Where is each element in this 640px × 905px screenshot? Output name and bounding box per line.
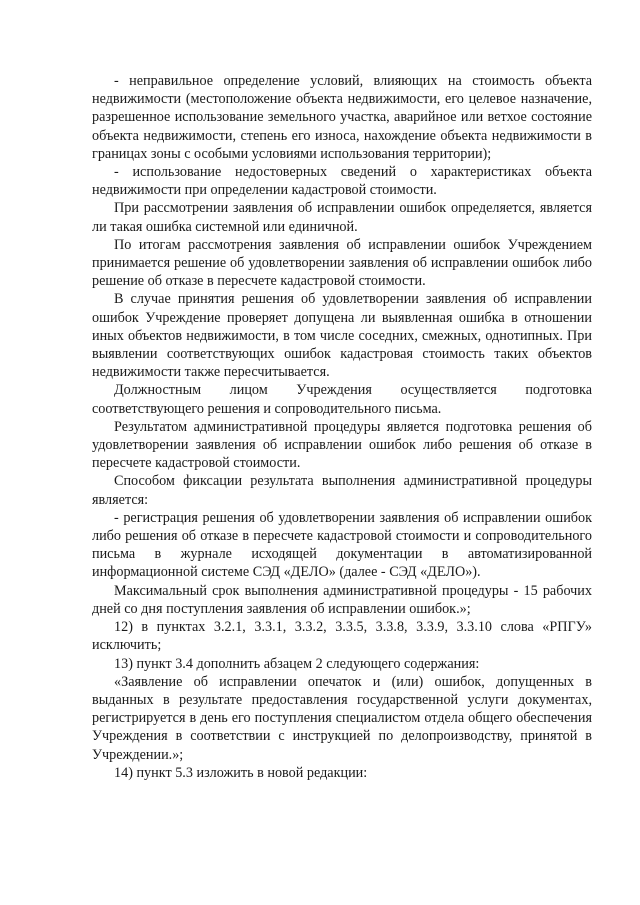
paragraph-decision: По итогам рассмотрения заявления об исправлении ошибок Учреждением принимается решение об удовлетворении заявления об исправлении ошибок либо решение об отказе в пересчете кадастровой стоимости. [92, 236, 592, 290]
document-body [92, 72, 592, 782]
paragraph-result: Результатом административной процедуры является подготовка решения об удовлетворении заявления об исправлении ошибок либо решения об отказе в пересчете кадастровой стоимости. [92, 418, 592, 472]
paragraph-registration: - регистрация решения об удовлетворении заявления об исправлении ошибок либо решения об отказе в пересчете кадастровой стоимости и сопроводительного письма в журнале исходящей документации в автоматизированной информационной системе СЭД «ДЕЛО» (далее - СЭД «ДЕЛО»). [92, 509, 592, 581]
paragraph-preparation: Должностным лицом Учреждения осуществляется подготовка соответствующего решения и сопроводительного письма. [92, 382, 592, 417]
paragraph-unreliable-data: - использование недостоверных сведений о характеристиках объекта недвижимости при определении кадастровой стоимости. [92, 164, 592, 199]
paragraph-item-14: 14) пункт 5.3 изложить в новой редакции: [114, 764, 368, 781]
paragraph-item-12: 12) в пунктах 3.2.1, 3.3.1, 3.3.2, 3.3.5, 3.3.8, 3.3.9, 3.3.10 слова «РПГУ» исключить; [92, 619, 592, 654]
paragraph-other-objects: В случае принятия решения об удовлетворении заявления об исправлении ошибок Учреждение проверяет допущена ли выявленная ошибка в отношении иных объектов недвижимости, в том числе соседних, смежных, однотипных. При выявлении соответствующих ошибок кадастровая стоимость таких объектов недвижимости также пересчитывается. [92, 291, 592, 381]
paragraph-error-type: При рассмотрении заявления об исправлении ошибок определяется, является ли такая ошибка системной или единичной. [92, 200, 592, 235]
paragraph-fixation-method: Способом фиксации результата выполнения административной процедуры является: [92, 473, 592, 508]
paragraph-typo-statement: «Заявление об исправлении опечаток и (или) ошибок, допущенных в выданных в результате предоставления государственной услуги документах, регистрируется в день его поступления специалистом отдела общего обеспечения Учреждения в соответствии с инструкцией по делопроизводству, принятой в Учреждении.»; [92, 673, 592, 763]
paragraph-max-term: Максимальный срок выполнения административной процедуры - 15 рабочих дней со дня поступления заявления об исправлении ошибок.»; [92, 582, 592, 617]
paragraph-item-13: 13) пункт 3.4 дополнить абзацем 2 следующего содержания: [114, 655, 480, 672]
paragraph-condition-errors: - неправильное определение условий, влияющих на стоимость объекта недвижимости (местоположение объекта недвижимости, его целевое назначение, разрешенное использование земельного участка, аварийное или ветхое состояние объекта недвижимости, степень его износа, нахождение объекта недвижимости в границах зоны с особыми условиями использования территории); [92, 73, 592, 162]
